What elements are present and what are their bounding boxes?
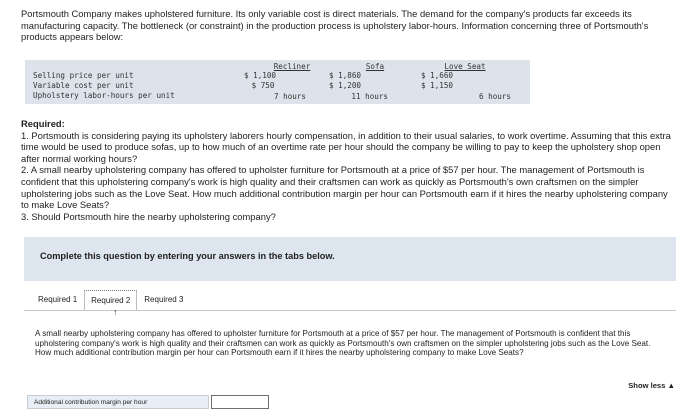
required-heading: Required: [21, 118, 65, 129]
column-header-sofa: Sofa [365, 62, 385, 71]
tab-divider [24, 310, 676, 311]
instruction-text: Complete this question by entering your answers in the tabs below. [40, 251, 335, 261]
cell-sofa-hours: 11 hours [351, 92, 388, 101]
cell-loveseat-price: $ 1,660 [420, 71, 453, 80]
question-text: A small nearby upholstering company has offered to upholster furniture for Portsmouth at a price of $57 per hour. The management of Portsmouth is confident that this upholstering company's work is high quality and their craftsmen can work as quickly as Portsmouth's own craftsmen on the simpler upholstering jobs such as the Love Seat. How much additional contribution margin per hour can Portsmouth earn if it hires the nearby upholstering company to make Love Seats? [35, 329, 651, 358]
cell-loveseat-variable-cost: $ 1,150 [420, 81, 453, 90]
problem-intro: Portsmouth Company makes upholstered furniture. Its only variable cost is direct materials. The demand for the company's products far exceeds its manufacturing capacity. The bottleneck (or constraint) in the production process is upholstery labor-hours. Information concerning three of Portsmouth's products appears below: [21, 8, 649, 43]
row-label-selling-price: Selling price per unit [33, 71, 134, 80]
cell-loveseat-hours: 6 hours [478, 92, 511, 101]
cell-recliner-price: $ 1,100 [243, 71, 276, 80]
tab-required-3[interactable]: Required 3 [144, 295, 184, 304]
answer-tabs [31, 289, 190, 311]
instruction-banner [24, 237, 676, 281]
cell-recliner-hours: 7 hours [273, 92, 306, 101]
tab-required-2[interactable]: Required 2 [84, 290, 137, 311]
tab-required-1[interactable]: Required 1 [38, 295, 78, 304]
required-item-3: 3. Should Portsmouth hire the nearby upholstering company? [21, 210, 276, 222]
mouse-cursor-icon: ↑ [113, 307, 118, 317]
contribution-margin-input[interactable] [211, 395, 269, 409]
column-header-love-seat: Love Seat [444, 62, 486, 71]
answer-label: Additional contribution margin per hour [27, 395, 209, 409]
row-label-variable-cost: Variable cost per unit [33, 81, 134, 90]
product-data-table [25, 60, 530, 104]
column-header-recliner: Recliner [273, 62, 311, 71]
cell-recliner-variable-cost: $ 750 [251, 81, 275, 90]
row-label-labor-hours: Upholstery labor-hours per unit [33, 91, 175, 100]
cell-sofa-variable-cost: $ 1,200 [328, 81, 361, 90]
required-section [21, 118, 676, 222]
show-less-link[interactable]: Show less ▲ [628, 381, 675, 390]
cell-sofa-price: $ 1,860 [328, 71, 361, 80]
required-item-2: 2. A small nearby upholstering company has offered to upholster furniture for Portsmouth at a price of $57 per hour. The management of Portsmouth is confident that this upholstering company's work is high quality and their craftsmen can work as quickly as Portsmouth's own craftsmen on the simpler upholstering jobs such as the Love Seat. How much additional contribution margin per hour can Portsmouth earn if it hires the nearby upholstering company to make Love Seats? [21, 164, 668, 211]
required-item-1: 1. Portsmouth is considering paying its upholstery laborers hourly compensation, in addition to their usual salaries, to work overtime. Assuming that this extra time would be used to produce sofas, up to how much of an overtime rate per hour should the company be willing to pay to keep the upholstery shop open after normal working hours? [21, 129, 671, 164]
answer-row [27, 394, 277, 409]
